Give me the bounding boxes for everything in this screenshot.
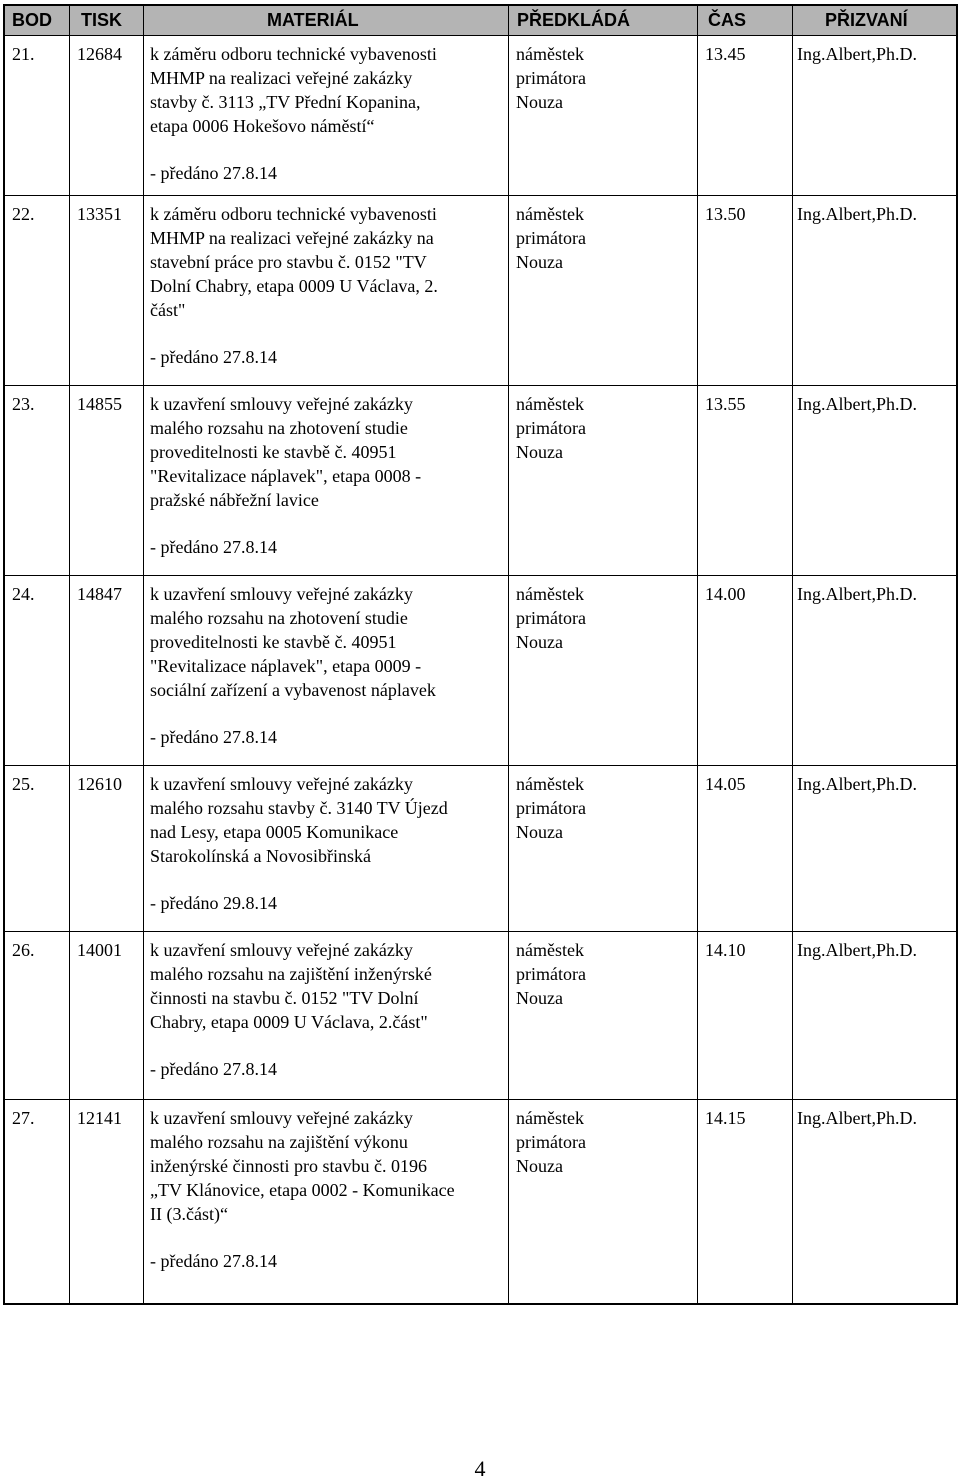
table-row <box>5 36 956 196</box>
material-line: malého rozsahu na zhotovení studie <box>150 418 408 438</box>
predklada-line: Nouza <box>516 988 563 1008</box>
predklada-line: náměstek <box>516 394 584 414</box>
tisk-number: 14001 <box>77 940 122 960</box>
table-row <box>5 386 956 576</box>
predklada-line: primátora <box>516 964 586 984</box>
material-line: „TV Klánovice, etapa 0002 - Komunikace <box>150 1180 455 1200</box>
material-line: sociální zařízení a vybavenost náplavek <box>150 680 436 700</box>
predklada-line: náměstek <box>516 774 584 794</box>
bod-number: 27. <box>12 1108 35 1128</box>
material-line: MHMP na realizaci veřejné zakázky <box>150 68 413 88</box>
predklada-line: náměstek <box>516 44 584 64</box>
material-line: k uzavření smlouvy veřejné zakázky <box>150 774 413 794</box>
predklada-line: náměstek <box>516 1108 584 1128</box>
row-divider <box>5 385 956 386</box>
prizvani-name: Ing.Albert,Ph.D. <box>797 204 917 224</box>
header-cas: ČAS <box>708 10 747 30</box>
table-row <box>5 1100 956 1303</box>
predklada-line: Nouza <box>516 822 563 842</box>
table-row <box>5 576 956 766</box>
prizvani-name: Ing.Albert,Ph.D. <box>797 774 917 794</box>
material-line: pražské nábřežní lavice <box>150 490 319 510</box>
predano-date: - předáno 27.8.14 <box>150 1059 277 1079</box>
table-row <box>5 766 956 932</box>
bod-number: 23. <box>12 394 35 414</box>
material-line: malého rozsahu na zhotovení studie <box>150 608 408 628</box>
header-bod: BOD <box>12 10 52 30</box>
row-divider <box>5 765 956 766</box>
material-line: k uzavření smlouvy veřejné zakázky <box>150 394 413 414</box>
predano-date: - předáno 27.8.14 <box>150 537 277 557</box>
prizvani-name: Ing.Albert,Ph.D. <box>797 44 917 64</box>
material-line: k uzavření smlouvy veřejné zakázky <box>150 1108 413 1128</box>
page-number: 4 <box>474 1456 486 1481</box>
material-line: Dolní Chabry, etapa 0009 U Václava, 2. <box>150 276 438 296</box>
material-line: II (3.část)“ <box>150 1204 228 1224</box>
predklada-line: náměstek <box>516 204 584 224</box>
header-predklada: PŘEDKLÁDÁ <box>517 10 631 30</box>
tisk-number: 12610 <box>77 774 122 794</box>
material-line: malého rozsahu na zajištění inženýrské <box>150 964 432 984</box>
material-line: malého rozsahu na zajištění výkonu <box>150 1132 408 1152</box>
material-line: proveditelnosti ke stavbě č. 40951 <box>150 442 397 462</box>
bod-number: 21. <box>12 44 35 64</box>
material-line: část" <box>150 300 186 320</box>
material-line: Chabry, etapa 0009 U Václava, 2.část" <box>150 1012 428 1032</box>
prizvani-name: Ing.Albert,Ph.D. <box>797 584 917 604</box>
predklada-line: Nouza <box>516 1156 563 1176</box>
bod-number: 22. <box>12 204 35 224</box>
tisk-number: 14847 <box>77 584 122 604</box>
predklada-line: primátora <box>516 608 586 628</box>
row-divider <box>5 931 956 932</box>
cas-time: 14.00 <box>705 584 746 604</box>
predano-date: - předáno 27.8.14 <box>150 163 277 183</box>
cas-time: 14.15 <box>705 1108 746 1128</box>
predklada-line: Nouza <box>516 252 563 272</box>
row-divider <box>5 195 956 196</box>
predklada-line: primátora <box>516 418 586 438</box>
agenda-table <box>3 4 958 1305</box>
tisk-number: 14855 <box>77 394 122 414</box>
predano-date: - předáno 27.8.14 <box>150 1251 277 1271</box>
cas-time: 13.50 <box>705 204 746 224</box>
table-row <box>5 932 956 1100</box>
predklada-line: Nouza <box>516 92 563 112</box>
material-line: "Revitalizace náplavek", etapa 0009 - <box>150 656 422 676</box>
row-divider <box>5 1099 956 1100</box>
table-row <box>5 196 956 386</box>
table-header <box>5 6 956 36</box>
material-line: nad Lesy, etapa 0005 Komunikace <box>150 822 399 842</box>
cas-time: 13.55 <box>705 394 746 414</box>
material-line: stavby č. 3113 „TV Přední Kopanina, <box>150 92 421 112</box>
material-line: k záměru odboru technické vybavenosti <box>150 204 437 224</box>
predklada-line: náměstek <box>516 940 584 960</box>
predklada-line: Nouza <box>516 442 563 462</box>
cas-time: 14.05 <box>705 774 746 794</box>
material-line: Starokolínská a Novosibřinská <box>150 846 371 866</box>
bod-number: 24. <box>12 584 35 604</box>
prizvani-name: Ing.Albert,Ph.D. <box>797 940 917 960</box>
material-line: inženýrské činnosti pro stavbu č. 0196 <box>150 1156 427 1176</box>
header-prizvani: PŘIZVANÍ <box>825 10 908 30</box>
material-line: stavební práce pro stavbu č. 0152 "TV <box>150 252 427 272</box>
header-tisk: TISK <box>81 10 123 30</box>
material-line: k záměru odboru technické vybavenosti <box>150 44 437 64</box>
prizvani-name: Ing.Albert,Ph.D. <box>797 1108 917 1128</box>
predklada-line: náměstek <box>516 584 584 604</box>
material-line: malého rozsahu stavby č. 3140 TV Újezd <box>150 798 448 818</box>
prizvani-name: Ing.Albert,Ph.D. <box>797 394 917 414</box>
predklada-line: primátora <box>516 1132 586 1152</box>
predklada-line: primátora <box>516 228 586 248</box>
material-line: "Revitalizace náplavek", etapa 0008 - <box>150 466 422 486</box>
header-material: MATERIÁL <box>267 10 359 30</box>
predano-date: - předáno 27.8.14 <box>150 347 277 367</box>
bod-number: 25. <box>12 774 35 794</box>
tisk-number: 12684 <box>77 44 122 64</box>
material-line: MHMP na realizaci veřejné zakázky na <box>150 228 434 248</box>
material-line: etapa 0006 Hokešovo náměstí“ <box>150 116 375 136</box>
row-divider <box>5 575 956 576</box>
predklada-line: primátora <box>516 68 586 88</box>
material-line: činnosti na stavbu č. 0152 "TV Dolní <box>150 988 419 1008</box>
predklada-line: primátora <box>516 798 586 818</box>
predano-date: - předáno 29.8.14 <box>150 893 277 913</box>
material-line: k uzavření smlouvy veřejné zakázky <box>150 584 413 604</box>
material-line: k uzavření smlouvy veřejné zakázky <box>150 940 413 960</box>
material-line: proveditelnosti ke stavbě č. 40951 <box>150 632 397 652</box>
tisk-number: 13351 <box>77 204 122 224</box>
cas-time: 13.45 <box>705 44 746 64</box>
predklada-line: Nouza <box>516 632 563 652</box>
tisk-number: 12141 <box>77 1108 122 1128</box>
predano-date: - předáno 27.8.14 <box>150 727 277 747</box>
cas-time: 14.10 <box>705 940 746 960</box>
bod-number: 26. <box>12 940 35 960</box>
